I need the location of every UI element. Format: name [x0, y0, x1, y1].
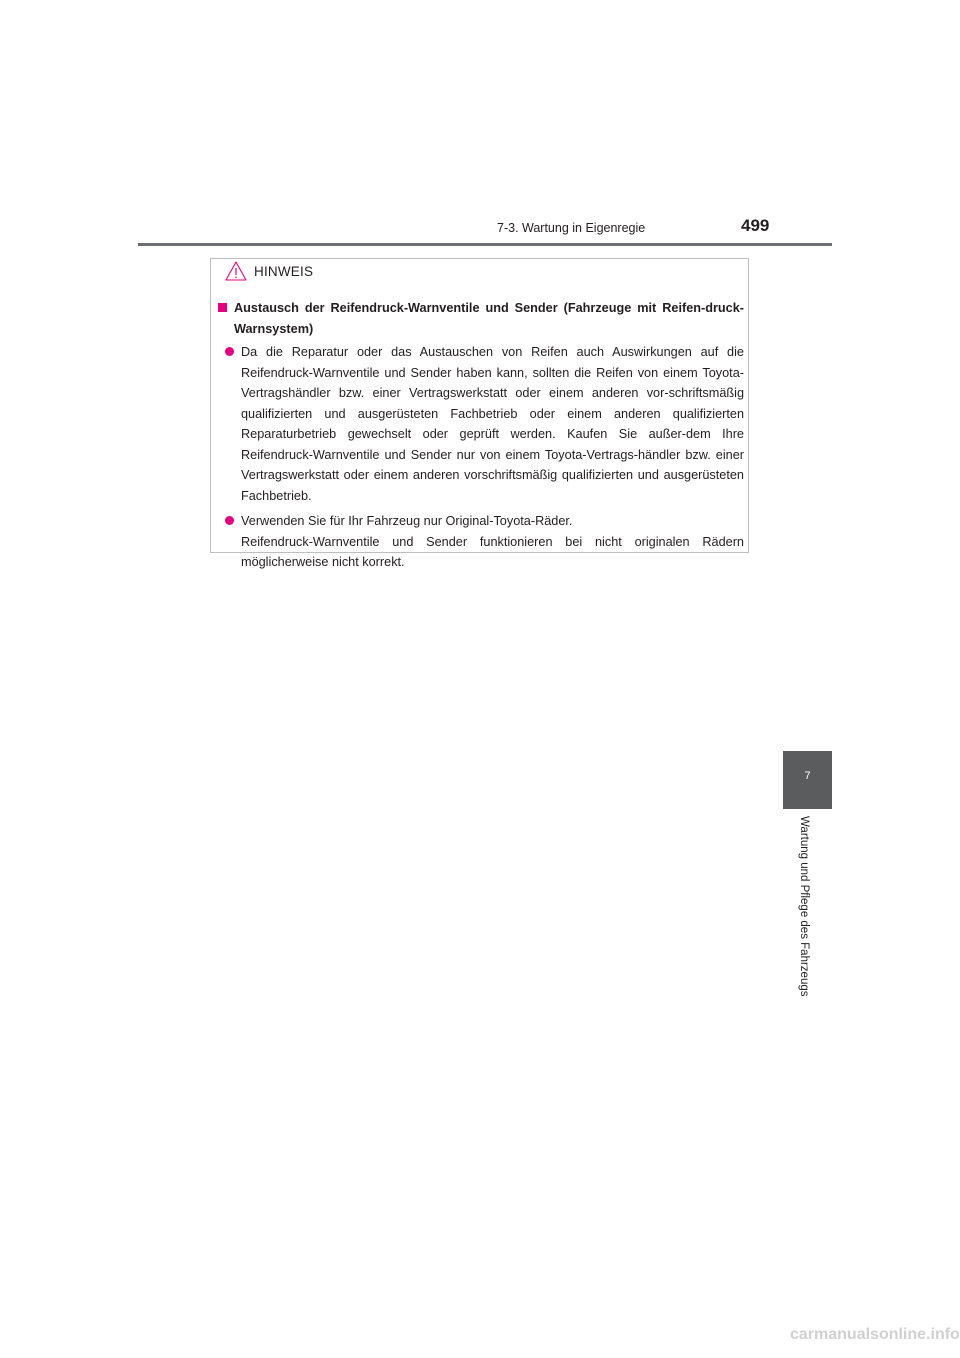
paragraph: Verwenden Sie für Ihr Fahrzeug nur Original-Toyota-Räder. [241, 514, 573, 528]
page-number: 499 [741, 216, 770, 235]
header-divider [138, 243, 832, 246]
header-section-title: 7-3. Wartung in Eigenregie [497, 221, 646, 235]
square-bullet-icon [218, 303, 227, 312]
chapter-label: Wartung und Pflege des Fahrzeugs [798, 816, 810, 997]
list-item-text [241, 342, 744, 506]
circle-bullet-icon [225, 516, 234, 525]
section-heading-text: Austausch der Reifendruck-Warnventile und Sender (Fahrzeuge mit Reifen-druck-Warnsystem) [234, 301, 744, 336]
notice-section [218, 298, 744, 573]
warning-triangle-icon [225, 261, 247, 281]
circle-bullet-icon [225, 347, 234, 356]
notice-title: HINWEIS [254, 263, 314, 279]
watermark: carmanualsonline.info [790, 1326, 960, 1343]
paragraph: Reifendruck-Warnventile und Sender funktionieren bei nicht originalen Rädern möglicherweise nicht korrekt. [241, 534, 744, 569]
notice-header [225, 261, 313, 281]
chapter-number: 7 [804, 770, 811, 782]
section-heading [218, 298, 744, 339]
paragraph: Da die Reparatur oder das Austauschen von Reifen auch Auswirkungen auf die Reifendruck-Warnventile und Sender haben kann, sollten die Reifen von einem Toyota-Vertragshändler bzw. einer Vertragswerkstatt oder einem anderen vor-schriftsmäßig qualifizierten und ausgerüsteten Fachbetrieb oder einem anderen qualifizierten Reparaturbetrieb gewechselt oder geprüft werden. Kaufen Sie außer-dem Ihre Reifendruck-Warnventile und Sender nur von einem Toyota-Vertrags-händler bzw. einer Vertragswerkstatt oder einem anderen vorschriftsmäßig qualifizierten und ausgerüsteten Fachbetrieb. [241, 345, 744, 503]
list-item [218, 511, 744, 573]
list-item-text [241, 511, 744, 573]
list-item [218, 342, 744, 506]
